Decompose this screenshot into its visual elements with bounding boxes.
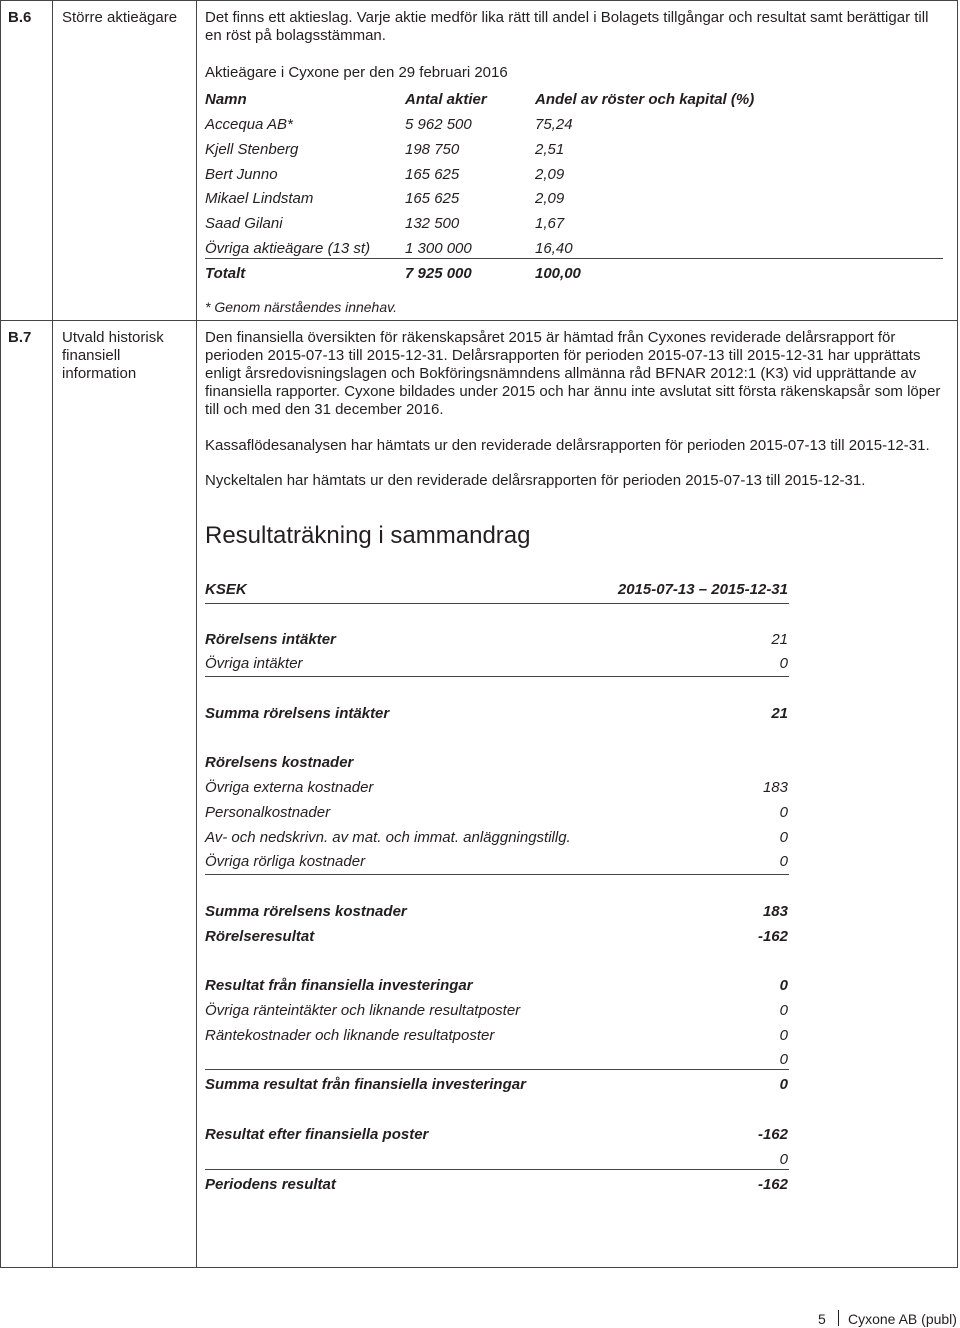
table-row-percent: 1,67 [535, 215, 565, 232]
table-row-percent: 2,09 [535, 166, 565, 183]
table-row-shares: 5 962 500 [405, 116, 472, 133]
shareholder-table-caption: Aktieägare i Cyxone per den 29 februari 2016 [205, 64, 508, 81]
col-header-percent: Andel av röster och kapital (%) [535, 91, 755, 108]
income-row-label: Rörelsens intäkter [205, 631, 336, 648]
table-row-name: Kjell Stenberg [205, 141, 299, 158]
b7-paragraph-1: Den finansiella översikten för räkenskapsåret 2015 är hämtad från Cyxones reviderade delårsrapport för perioden 2015-07-13 till 2015-12-31. Delårsrapporten för perioden 2015-07-13 till 2015-12-31 har upprättats enligt årsredovisningslagen och Bokföringsnämndens allmänna råd BFNAR 2012:1 (K3) vid upprättande av finansiella rapporter. Cyxone bildades under 2015 och har ännu inte avslutat sitt första räkenskapsår som löper till och med den 31 december 2016. [205, 329, 941, 418]
table-row-percent: 75,24 [535, 116, 573, 133]
b6-intro-text: Det finns ett aktieslag. Varje aktie medför lika rätt till andel i Bolagets tillgångar och resultat samt berättigar till en röst på bolagsstämman. [205, 9, 929, 44]
table-row-name: Övriga aktieägare (13 st) [205, 240, 371, 257]
income-group-rule [205, 676, 789, 677]
income-row-value: 183 [762, 779, 788, 796]
income-row-value: 0 [779, 1051, 788, 1068]
table-row-shares: 132 500 [405, 215, 460, 232]
table-row-name: Bert Junno [205, 166, 278, 183]
income-row-label: Räntekostnader och liknande resultatposter [205, 1027, 495, 1044]
col-header-name: Namn [205, 91, 247, 108]
col-header-shares: Antal aktier [405, 91, 487, 108]
table-row-percent: 2,51 [535, 141, 565, 158]
income-row-label: Resultat efter finansiella poster [205, 1126, 429, 1143]
b7-paragraph-3: Nyckeltalen har hämtats ur den reviderade delårsrapporten för perioden 2015-07-13 till 2015-12-31. [205, 472, 866, 489]
income-row-label: Övriga externa kostnader [205, 779, 374, 796]
income-row-label: Övriga intäkter [205, 655, 303, 672]
section-id-b7: B.7 [8, 329, 32, 346]
income-row-label: Summa rörelsens kostnader [205, 903, 407, 920]
footer-separator [838, 1310, 839, 1326]
income-row-value: 0 [779, 1002, 788, 1019]
column-divider-1 [52, 0, 53, 1268]
income-row-value: 183 [762, 903, 788, 920]
section-id-b6: B.6 [8, 9, 32, 26]
income-group-rule [205, 1169, 789, 1170]
income-header-label: KSEK [205, 581, 247, 598]
table-row-shares: 165 625 [405, 166, 460, 183]
income-statement-heading: Resultaträkning i sammandrag [205, 522, 531, 549]
income-row-value: -162 [757, 928, 788, 945]
income-row-label: Summa rörelsens intäkter [205, 705, 390, 722]
column-divider-2 [196, 0, 197, 1268]
income-row-value: 0 [779, 1076, 788, 1093]
b7-paragraph-2: Kassaflödesanalysen har hämtats ur den reviderade delårsrapporten för perioden 2015-07-13 till 2015-12-31. [205, 437, 930, 454]
income-row-label: Summa resultat från finansiella investeringar [205, 1076, 526, 1093]
income-row-label: Periodens resultat [205, 1176, 336, 1193]
income-group-rule [205, 1069, 789, 1070]
income-row-value: 0 [779, 1027, 788, 1044]
income-header-period: 2015-07-13 – 2015-12-31 [617, 581, 788, 598]
income-row-label: Rörelseresultat [205, 928, 315, 945]
income-header-rule [205, 603, 789, 604]
footer-company: Cyxone AB (publ) [848, 1311, 957, 1327]
income-row-value: 0 [779, 853, 788, 870]
income-row-label: Personalkostnader [205, 804, 331, 821]
income-row-label: Rörelsens kostnader [205, 754, 354, 771]
table-total-percent: 100,00 [535, 265, 581, 282]
table-total-label: Totalt [205, 265, 246, 282]
income-row-label: Övriga rörliga kostnader [205, 853, 366, 870]
income-row-value: 0 [779, 977, 788, 994]
table-total-rule [205, 258, 943, 259]
income-row-label: Resultat från finansiella investeringar [205, 977, 473, 994]
income-row-value: 0 [779, 655, 788, 672]
table-footnote: * Genom närståendes innehav. [205, 299, 397, 315]
table-row-percent: 16,40 [535, 240, 573, 257]
income-row-value: 21 [771, 631, 788, 648]
income-group-rule [205, 874, 789, 875]
table-row-name: Saad Gilani [205, 215, 283, 232]
income-row-value: 21 [771, 705, 788, 722]
table-row-percent: 2,09 [535, 190, 565, 207]
income-row-value: 0 [779, 804, 788, 821]
table-row-shares: 198 750 [405, 141, 460, 158]
income-row-label: Övriga ränteintäkter och liknande resultatposter [205, 1002, 521, 1019]
section-divider [0, 320, 958, 321]
income-row-value: 0 [779, 829, 788, 846]
table-row-name: Accequa AB* [205, 116, 293, 133]
table-total-shares: 7 925 000 [405, 265, 472, 282]
income-row-value: -162 [757, 1126, 788, 1143]
section-title-b6: Större aktieägare [62, 9, 178, 26]
table-row-shares: 1 300 000 [405, 240, 472, 257]
table-row-name: Mikael Lindstam [205, 190, 314, 207]
income-row-value: 0 [779, 1151, 788, 1168]
page-number: 5 [818, 1311, 826, 1327]
income-row-label: Av- och nedskrivn. av mat. och immat. anläggningstillg. [205, 829, 571, 846]
income-row-value: -162 [757, 1176, 788, 1193]
table-row-shares: 165 625 [405, 190, 460, 207]
section-title-b7: Utvald historisk finansiell information [62, 329, 164, 382]
